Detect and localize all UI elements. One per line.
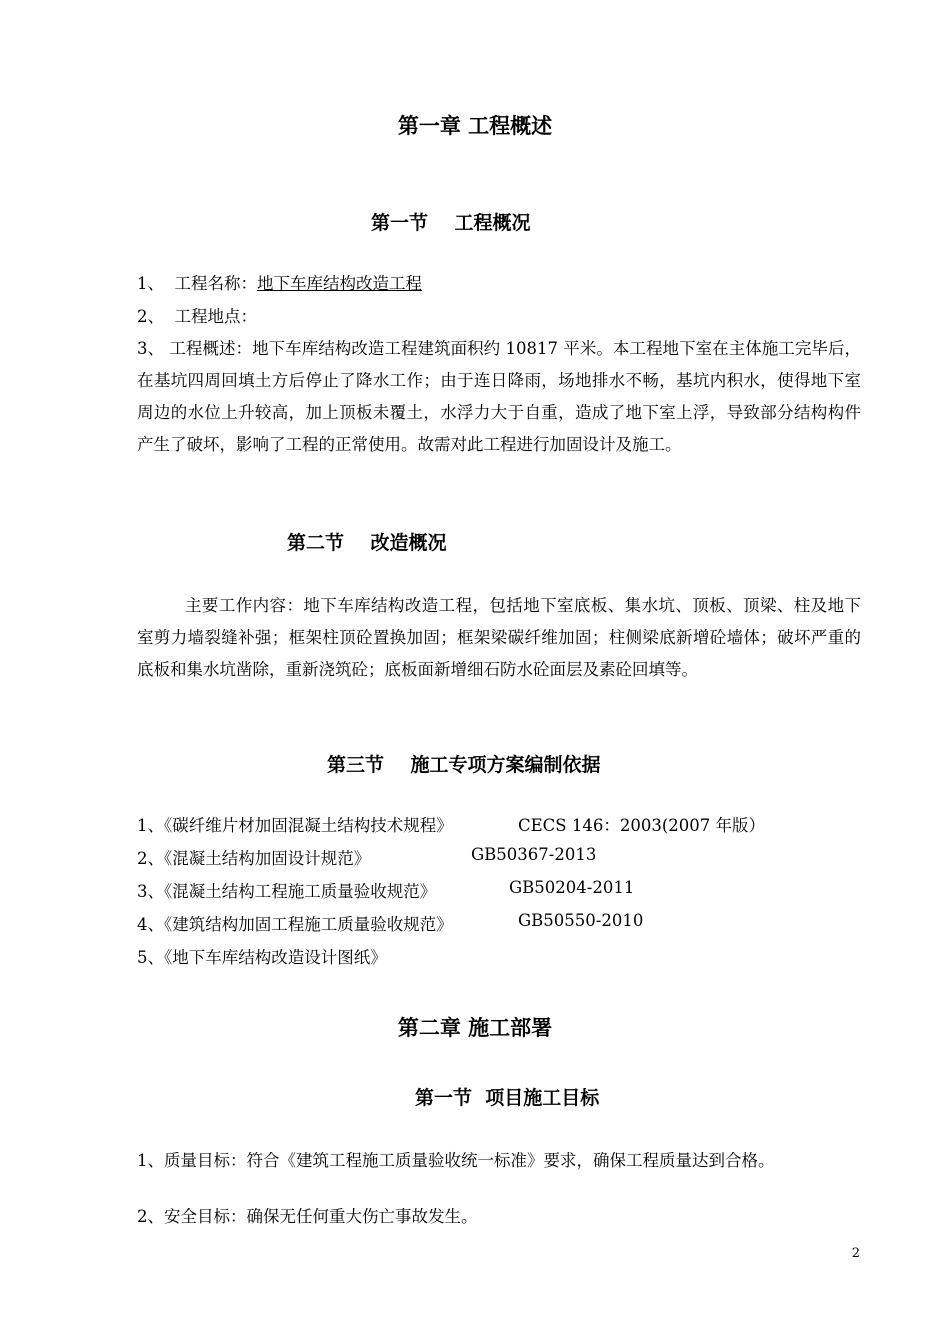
page-number: 2 — [851, 1246, 860, 1261]
project-location-item — [137, 303, 257, 327]
chapter-2-section-1-title: 第一节 项目施工目标 — [415, 1087, 600, 1109]
item-label: 工程地点： — [174, 307, 257, 326]
project-name-value: 地下车库结构改造工程 — [257, 274, 422, 293]
chapter-2-title: 第二章 施工部署 — [397, 1015, 553, 1040]
reference-item — [137, 911, 644, 935]
chapter-1-section-2-title: 第二节 改造概况 — [287, 532, 447, 554]
reference-code: GB50204-2011 — [509, 878, 635, 897]
reference-item — [137, 812, 766, 836]
reference-item — [137, 845, 597, 869]
reference-code: GB50367-2013 — [471, 845, 597, 864]
renovation-overview-paragraph: 主要工作内容：地下车库结构改造工程，包括地下室底板、集水坑、顶板、顶梁、柱及地下室剪力墙裂缝补强；框架柱顶砼置换加固；框架梁碳纤维加固；柱侧梁底新增砼墙体；破坏严重的底板和集水坑凿除，重新浇筑砼；底板面新增细石防水砼面层及素砼回填等。 — [137, 596, 861, 679]
reference-code: CECS 146：2003(2007 年版） — [518, 816, 766, 835]
chapter-1-section-1-title: 第一节 工程概况 — [371, 212, 531, 234]
item-number: 1、 — [137, 274, 164, 293]
project-name-item — [137, 270, 422, 294]
reference-title: 2、《混凝土结构加固设计规范》 — [137, 849, 371, 868]
chapter-1-section-3-title: 第三节 施工专项方案编制依据 — [327, 754, 601, 776]
reference-title: 4、《建筑结构加固工程施工质量验收规范》 — [137, 915, 453, 934]
reference-title: 3、《混凝土结构工程施工质量验收规范》 — [137, 882, 437, 901]
chapter-1-title: 第一章 工程概述 — [397, 113, 553, 138]
reference-title: 1、《碳纤维片材加固混凝土结构技术规程》 — [137, 816, 453, 835]
reference-item — [137, 944, 387, 968]
reference-title: 5、《地下车库结构改造设计图纸》 — [137, 948, 387, 967]
item-number: 2、 — [137, 307, 164, 326]
reference-code: GB50550-2010 — [518, 911, 644, 930]
reference-item — [137, 878, 635, 902]
safety-goal: 2、安全目标：确保无任何重大伤亡事故发生。 — [137, 1207, 478, 1226]
item-label: 工程名称： — [174, 274, 257, 293]
quality-goal: 1、质量目标：符合《建筑工程施工质量验收统一标准》要求，确保工程质量达到合格。 — [137, 1151, 775, 1170]
project-overview-paragraph: 3、 工程概述：地下车库结构改造工程建筑面积约 10817 平米。本工程地下室在主体施工完毕后，在基坑四周回填土方后停止了降水工作；由于连日降雨，场地排水不畅，基坑内积水，使得地下室周边的水位上升较高，加上顶板未覆土，水浮力大于自重，造成了地下室上浮，导致部分结构构件产生了破坏，影响了工程的正常使用。故需对此工程进行加固设计及施工。 — [137, 339, 861, 454]
